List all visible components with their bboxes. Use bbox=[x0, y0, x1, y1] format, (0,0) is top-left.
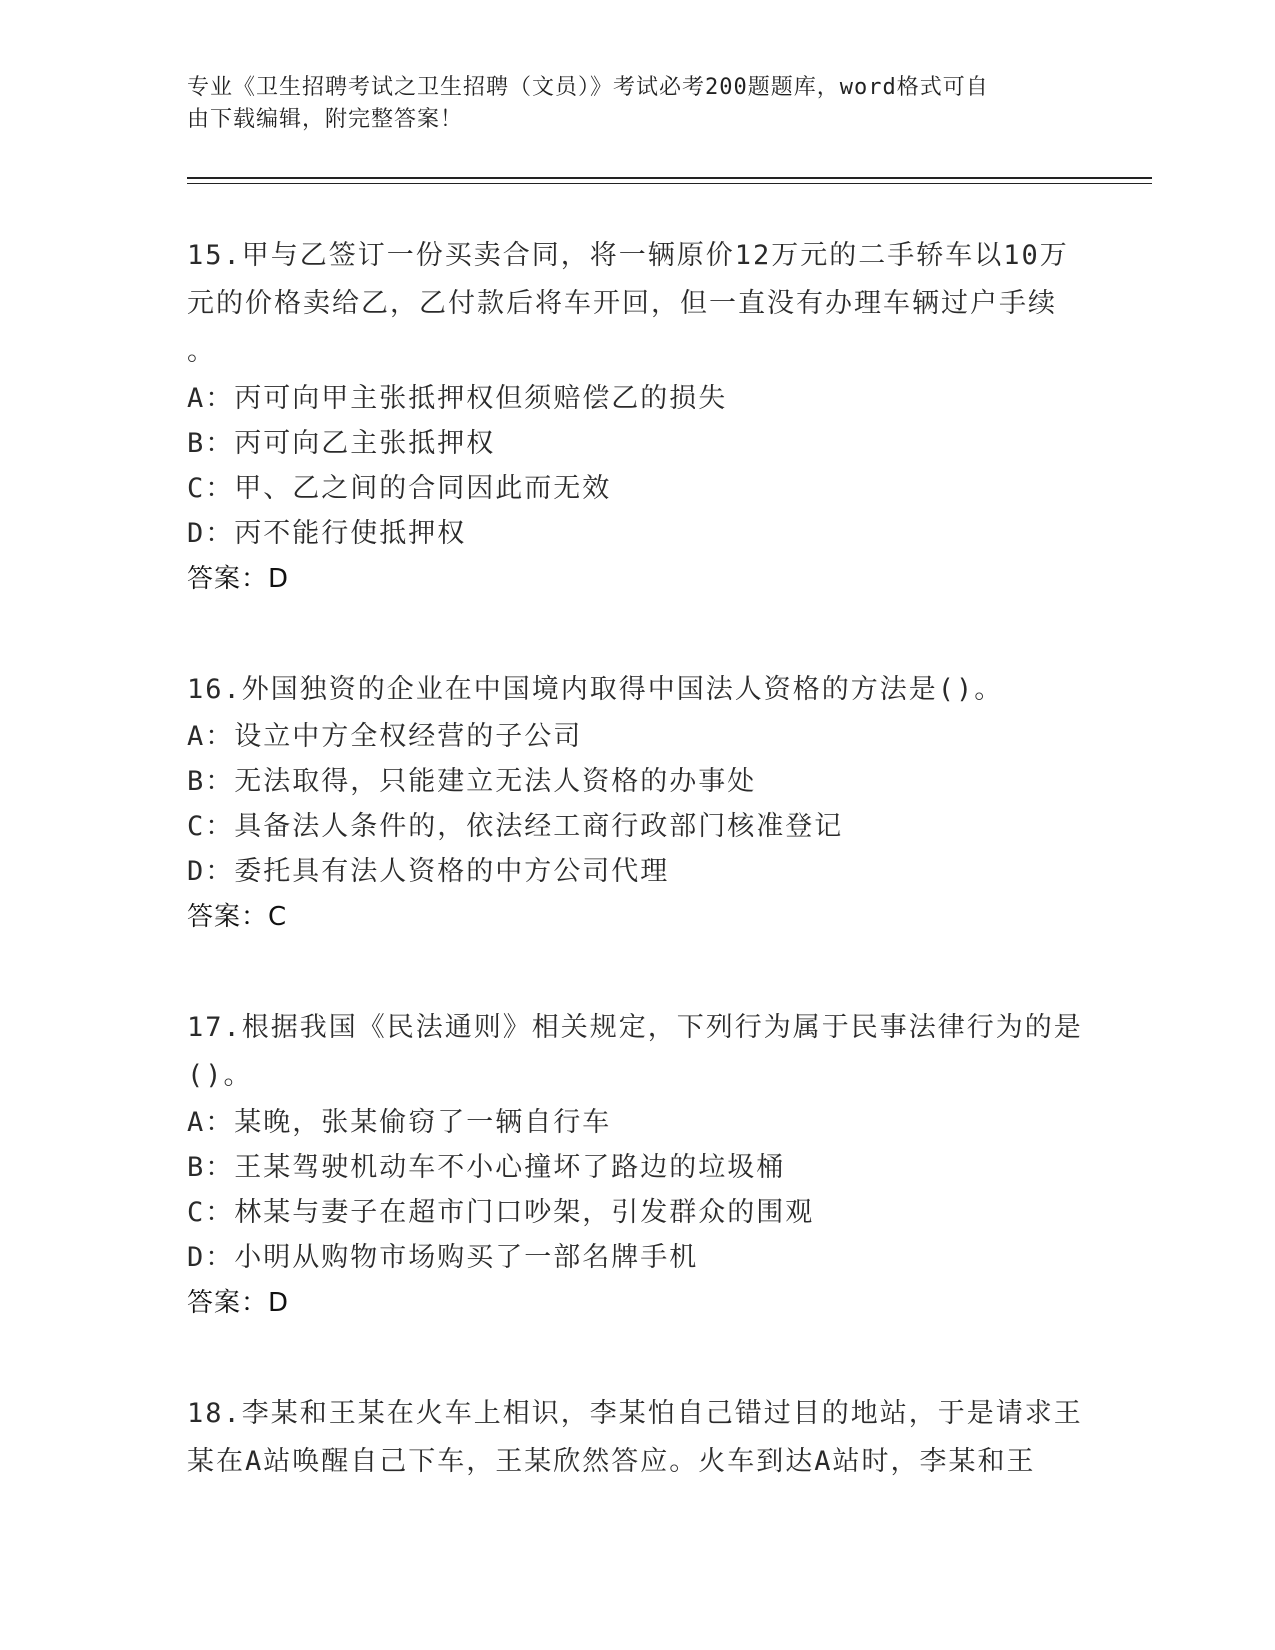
option-b: B：无法取得，只能建立无法人资格的办事处 bbox=[187, 766, 757, 797]
question-text bbox=[187, 1004, 1087, 1100]
option-a: A：设立中方全权经营的子公司 bbox=[187, 721, 583, 752]
header-line: 专业《卫生招聘考试之卫生招聘（文员）》考试必考200题题库，word格式可自 bbox=[187, 75, 989, 100]
question-line: ()。 bbox=[187, 1060, 253, 1091]
question-16 bbox=[187, 666, 1087, 940]
option-c: C：具备法人条件的，依法经工商行政部门核准登记 bbox=[187, 811, 844, 842]
header-divider-thick bbox=[187, 177, 1152, 179]
question-line: 15.甲与乙签订一份买卖合同，将一辆原价12万元的二手轿车以10万 bbox=[187, 240, 1069, 271]
question-line: 16.外国独资的企业在中国境内取得中国法人资格的方法是()。 bbox=[187, 674, 1004, 705]
answer: 答案：D bbox=[187, 1288, 290, 1318]
option-c: C：甲、乙之间的合同因此而无效 bbox=[187, 473, 612, 504]
document-header bbox=[187, 72, 1067, 136]
question-line: 17.根据我国《民法通则》相关规定，下列行为属于民事法律行为的是 bbox=[187, 1012, 1083, 1043]
question-line: 某在A站唤醒自己下车，王某欣然答应。火车到达A站时，李某和王 bbox=[187, 1446, 1036, 1477]
question-list bbox=[187, 232, 1087, 1550]
question-line: 18.李某和王某在火车上相识，李某怕自己错过目的地站，于是请求王 bbox=[187, 1398, 1083, 1429]
question-text bbox=[187, 1390, 1087, 1486]
option-a: A：某晚，张某偷窃了一辆自行车 bbox=[187, 1107, 612, 1138]
answer: 答案：C bbox=[187, 902, 288, 932]
option-b: B：王某驾驶机动车不小心撞坏了路边的垃圾桶 bbox=[187, 1152, 786, 1183]
option-a: A：丙可向甲主张抵押权但须赔偿乙的损失 bbox=[187, 383, 728, 414]
option-b: B：丙可向乙主张抵押权 bbox=[187, 428, 496, 459]
question-15 bbox=[187, 232, 1087, 602]
question-18 bbox=[187, 1390, 1087, 1486]
question-text bbox=[187, 232, 1087, 376]
option-d: D：委托具有法人资格的中方公司代理 bbox=[187, 856, 670, 887]
option-c: C：林某与妻子在超市门口吵架，引发群众的围观 bbox=[187, 1197, 815, 1228]
question-text bbox=[187, 666, 1087, 714]
answer: 答案：D bbox=[187, 564, 290, 594]
option-d: D：丙不能行使抵押权 bbox=[187, 518, 467, 549]
header-divider-thin bbox=[187, 183, 1152, 184]
question-line: 元的价格卖给乙，乙付款后将车开回，但一直没有办理车辆过户手续 bbox=[187, 288, 1057, 319]
header-line: 由下载编辑，附完整答案！ bbox=[187, 107, 464, 132]
option-d: D：小明从购物市场购买了一部名牌手机 bbox=[187, 1242, 699, 1273]
question-17 bbox=[187, 1004, 1087, 1326]
question-line: 。 bbox=[187, 336, 216, 367]
